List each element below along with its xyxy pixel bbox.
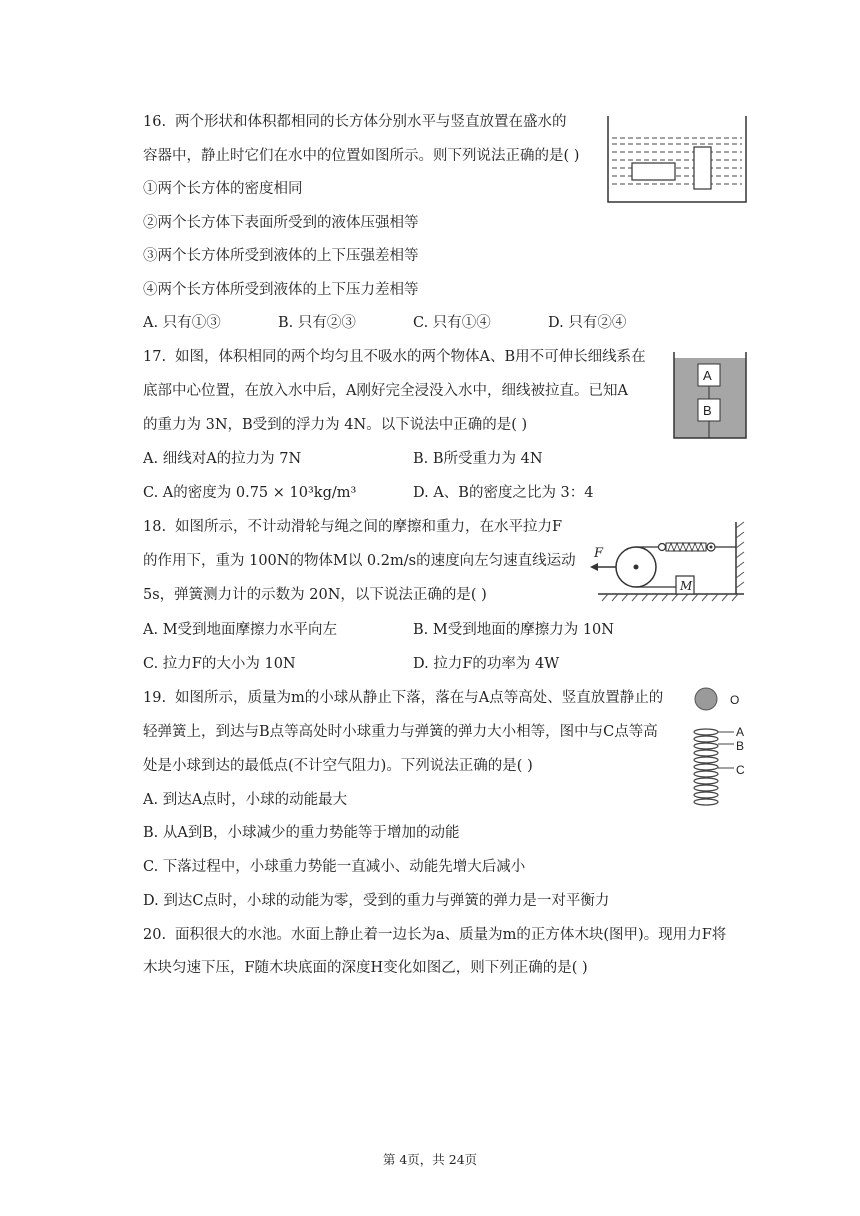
q16-water-container-figure: [606, 114, 750, 206]
page-footer: 第 4页，共 24页: [382, 1152, 478, 1167]
q18-line-2: 的作用下，重为 100N的物体M以 0.2m/s的速度向左匀速直线运动: [143, 553, 576, 569]
q19-line-1: 19. 如图所示，质量为m的小球从静止下落，落在与A点等高处、竖直放置静止的: [143, 690, 664, 706]
q17-fig-label-b: B: [703, 403, 712, 418]
q18-number: 18.: [143, 519, 167, 535]
q20-line-1: 20. 面积很大的水池。水面上静止着一边长为a、质量为m的正方体木块(图甲)。现用力F将: [143, 927, 727, 943]
q16-option-d[interactable]: D. 只有②④: [548, 315, 627, 331]
q20-line-2: 木块匀速下压，F随木块底面的深度H变化如图乙，则下列正确的是( ): [143, 960, 588, 976]
q18-pulley-figure: [588, 520, 750, 604]
q16-option-a[interactable]: A. 只有①③: [143, 315, 221, 331]
q18-option-d[interactable]: D. 拉力F的功率为 4W: [413, 656, 560, 672]
q17-number: 17.: [143, 349, 167, 365]
q19-fig-label-b: B: [736, 739, 745, 753]
q17-option-c[interactable]: C. A的密度为 0.75 × 10³kg/m³: [143, 485, 357, 501]
q19-fig-label-c: C: [736, 763, 745, 777]
q16-statement-1: ①两个长方体的密度相同: [143, 181, 303, 197]
q20-number: 20.: [143, 927, 167, 943]
q18-line-3: 5s，弹簧测力计的示数为 20N，以下说法正确的是( ): [143, 587, 487, 603]
q16-statement-3: ③两个长方体所受到液体的上下压强差相等: [143, 248, 419, 264]
q17-option-a[interactable]: A. 细线对A的拉力为 7N: [143, 451, 302, 467]
q19-number: 19.: [143, 690, 167, 706]
q19-option-b[interactable]: B. 从A到B，小球减少的重力势能等于增加的动能: [143, 825, 460, 841]
q19-option-c[interactable]: C. 下落过程中，小球重力势能一直减小、动能先增大后减小: [143, 859, 526, 875]
q16-line-2: 容器中，静止时它们在水中的位置如图所示。则下列说法正确的是( ): [143, 148, 580, 164]
q18-line-1: 18. 如图所示，不计动滑轮与绳之间的摩擦和重力，在水平拉力F: [143, 519, 563, 535]
q17-line-3: 的重力为 3N，B受到的浮力为 4N。以下说法中正确的是( ): [143, 417, 528, 433]
q16-option-c[interactable]: C. 只有①④: [413, 315, 491, 331]
q19-line-3: 处是小球到达的最低点(不计空气阻力)。下列说法正确的是( ): [143, 758, 533, 774]
q18-option-b[interactable]: B. M受到地面的摩擦力为 10N: [413, 622, 614, 638]
q16-statement-4: ④两个长方体所受到液体的上下压力差相等: [143, 282, 419, 298]
q16-number: 16.: [143, 114, 167, 130]
q17-line-2: 底部中心位置，在放入水中后，A刚好完全浸没入水中，细线被拉直。已知A: [143, 383, 628, 399]
q16-option-b[interactable]: B. 只有②③: [278, 315, 356, 331]
q18-option-a[interactable]: A. M受到地面摩擦力水平向左: [143, 622, 338, 638]
q19-ball-spring-figure: [688, 686, 758, 810]
q18-fig-label-f: F: [594, 546, 604, 561]
q17-option-d[interactable]: D. A、B的密度之比为 3：4: [413, 485, 594, 501]
q18-option-c[interactable]: C. 拉力F的大小为 10N: [143, 656, 296, 672]
q16-statement-2: ②两个长方体下表面所受到的液体压强相等: [143, 215, 419, 231]
q19-option-a[interactable]: A. 到达A点时，小球的动能最大: [143, 792, 348, 808]
q17-option-b[interactable]: B. B所受重力为 4N: [413, 451, 543, 467]
q19-fig-label-a: A: [736, 725, 745, 739]
q18-fig-label-m: M: [680, 579, 693, 593]
q17-fig-label-a: A: [703, 368, 712, 383]
q17-line-1: 17. 如图，体积相同的两个均匀且不吸水的两个物体A、B用不可伸长细线系在: [143, 349, 646, 365]
q16-line-1: 16. 两个形状和体积都相同的长方体分别水平与竖直放置在盛水的: [143, 114, 567, 130]
q19-fig-label-o: O: [730, 693, 740, 707]
q19-line-2: 轻弹簧上，到达与B点等高处时小球重力与弹簧的弹力大小相等，图中与C点等高: [143, 724, 658, 740]
q19-option-d[interactable]: D. 到达C点时，小球的动能为零，受到的重力与弹簧的弹力是一对平衡力: [143, 893, 610, 909]
q17-water-tank-figure: [672, 350, 748, 440]
